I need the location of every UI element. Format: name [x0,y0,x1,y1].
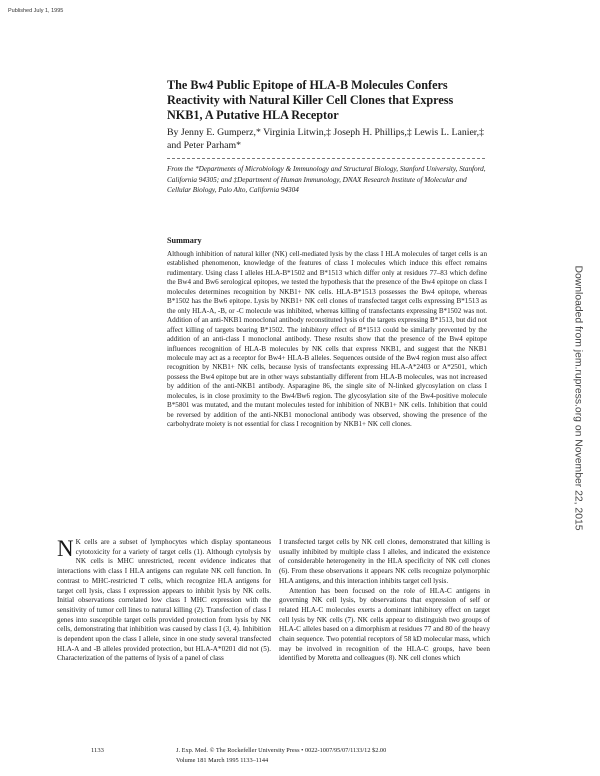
volume-info: Volume 181 March 1995 1133–1144 [176,757,269,764]
body-column-left [57,538,271,664]
summary-heading: Summary [167,236,202,245]
abstract-text: Although inhibition of natural killer (NK) cell-mediated lysis by the class I HLA molecules of target cells is an established phenomenon, knowledge of the features of class I molecules which induce this effect remains rudimentary. Using class I alleles HLA-B*1502 and B*1513 which differ only at residues 77–83 which define the Bw4 and Bw6 serological epitopes, we tested the hypothesis that the presence of the Bw4 epitope on class I molecules determines recognition by NKB1+ NK cells. HLA-B*1513 possesses the Bw4 epitope, whereas B*1502 has the Bw6 epitope. Lysis by NKB1+ NK cell clones of transfected target cells expressing B*1513 as the only HLA-A, -B, or -C molecule was inhibited, whereas killing of transfectants expressing B*1502 was not. Addition of an anti-NKB1 monoclonal antibody reconstituted lysis of the targets expressing B*1513, but did not affect killing of targets bearing B*1502. The inhibitory effect of B*1513 could be similarly prevented by the addition of an anti-class I monoclonal antibody. These results show that the presence of the Bw4 epitope influences recognition of HLA-B molecules by NK cells that express NKB1, and suggest that the NKB1 molecule may act as a receptor for Bw4+ HLA-B alleles. Sequences outside of the Bw4 region must also affect recognition by NKB1+ NK cells, because lysis of transfectants expressing HLA-A*2403 or A*2501, which possess the Bw4 epitope but are in other ways substantially different from HLA-B molecules, was not increased by addition of the anti-NKB1 antibody. Asparagine 86, the single site of N-linked glycosylation on class I molecules, is in close proximity to the Bw4/Bw6 region. The glycosylation site of the Bw4-positive molecule B*5801 was mutated, and the mutant molecules tested for inhibition of NKB1+ NK cells. Inhibition that could be reversed by addition of the anti-NKB1 monoclonal antibody was observed, showing the presence of the carbohydrate moiety is not essential for class I recognition by NKB1+ NK cell clones. [167,250,487,429]
author-divider [167,158,485,159]
body-column-right [279,538,490,664]
author-list: By Jenny E. Gumperz,* Virginia Litwin,‡ Joseph H. Phillips,‡ Lewis L. Lanier,‡ and Peter Parham* [167,127,485,151]
body-right-paragraph-1: I transfected target cells by NK cell clones, demonstrated that killing is usually inhibited by multiple class I alleles, and indicated the existence of considerable heterogeneity in the HLA specificity of NK cell clones (6). From these observations it appears NK cells recognize polymorphic HLA antigens, and this interaction inhibits target cell lysis. [279,538,490,585]
journal-citation: J. Exp. Med. © The Rockefeller University Press • 0022-1007/95/07/1133/12 $2.00 [176,747,387,754]
affiliations: From the *Departments of Microbiology & Immunology and Structural Biology, Stanford University, Stanford, California 94305; and ‡Department of Human Immunology, DNAX Research Institute of Molecular and Cellular Biology, Palo Alto, California 94304 [167,165,486,194]
body-left-text: K cells are a subset of lymphocytes which display spontaneous cytotoxicity for a variety of target cells (1). Although cytolysis by NK cells is MHC unrestricted, recent evidence indicates that interactions with class I HLA antigens can regulate NK cell function. In contrast to MHC-restricted T cells, which recognize HLA antigens for target cell lysis, class I expression appears to inhibit lysis by NK cells. Initial observations correlated low class I MHC expression with the sensitivity of tumor cell lines to natural killing (2). Transfection of class I genes into susceptible target cells provided protection from lysis by NK cells, demonstrating that inhibition was caused by class I (3, 4). Inhibition is dependent upon the class I allele, since in one study several transfected HLA-A and -B alleles provided protection, but HLA-A*0201 did not (5). Characterization of the patterns of lysis of a panel of class [57,538,271,663]
body-right-paragraph-2: Attention has been focused on the role of HLA-C antigens in governing NK cell lysis, by observations that expression of self or related HLA-C molecules exerts a dominant inhibitory effect on target cell lysis by NK cells (7). NK cells appear to distinguish two groups of HLA-C alleles based on a dimorphism at residues 77 and 80 of the heavy chain sequence. Two potential receptors of 58 kD molecular mass, which may be involved in recognition of the HLA-C groups, have been identified by Moretta and colleagues (8). NK cell clones which [279,586,490,663]
download-watermark [571,188,585,608]
drop-cap: N [57,536,74,561]
download-watermark-text: Downloaded from jem.rupress.org on November 22, 2015 [572,265,584,531]
article-title: The Bw4 Public Epitope of HLA-B Molecules Confers Reactivity with Natural Killer Cell Clones that Express NKB1, A Putative HLA Receptor [167,78,454,122]
page-number: 1133 [91,747,104,754]
published-date: Published July 1, 1995 [8,8,64,14]
